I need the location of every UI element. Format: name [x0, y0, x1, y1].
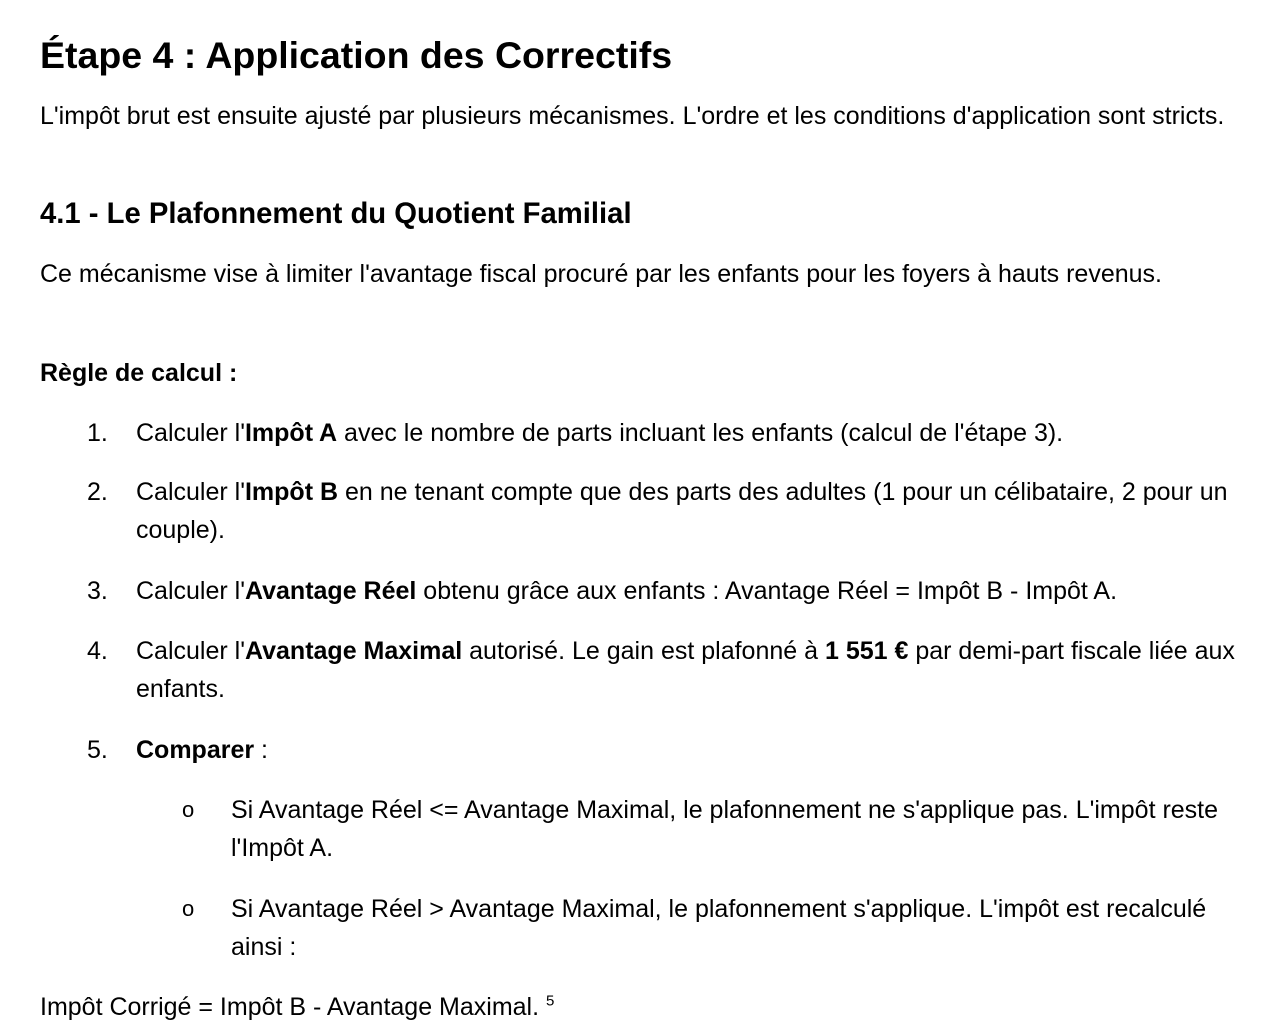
list-number: 3.: [87, 577, 108, 605]
list-number: 1.: [87, 419, 108, 447]
list-item-text: Calculer l'Avantage Maximal autorisé. Le gain est plafonné à 1 551 € par demi-part fiscale liée aux enfants.: [136, 637, 1235, 703]
list-item-text: Comparer :: [136, 736, 268, 764]
section-title: Étape 4 : Application des Correctifs: [40, 34, 673, 76]
subsection-title: 4.1 - Le Plafonnement du Quotient Familial: [40, 198, 632, 230]
subsection-intro: Ce mécanisme vise à limiter l'avantage fiscal procuré par les enfants pour les foyers à hauts revenus.: [40, 260, 1162, 288]
footnote-marker[interactable]: 5: [546, 992, 555, 1010]
sub-bullet-text: Si Avantage Réel <= Avantage Maximal, le plafonnement ne s'applique pas. L'impôt reste l'Impôt A.: [231, 796, 1219, 862]
formula-line: [40, 988, 1255, 1026]
list-item-text: Calculer l'Avantage Réel obtenu grâce aux enfants : Avantage Réel = Impôt B - Impôt A.: [136, 577, 1118, 605]
list-item-text: Calculer l'Impôt A avec le nombre de parts incluant les enfants (calcul de l'étape 3).: [136, 419, 1064, 447]
hollow-bullet-icon: o: [182, 797, 195, 822]
rule-heading: Règle de calcul :: [40, 359, 238, 387]
section-intro: L'impôt brut est ensuite ajusté par plusieurs mécanismes. L'ordre et les conditions d'application sont stricts.: [40, 102, 1225, 130]
list-number: 5.: [87, 736, 108, 764]
hollow-bullet-icon: o: [182, 896, 195, 921]
list-number: 4.: [87, 637, 108, 665]
formula-text: Impôt Corrigé = Impôt B - Avantage Maximal.: [40, 993, 540, 1021]
list-item-text: Calculer l'Impôt B en ne tenant compte que des parts des adultes (1 pour un célibataire, 2 pour un couple).: [136, 478, 1228, 544]
list-number: 2.: [87, 478, 108, 506]
sub-bullet-text: Si Avantage Réel > Avantage Maximal, le plafonnement s'applique. L'impôt est recalculé ainsi :: [231, 895, 1207, 961]
